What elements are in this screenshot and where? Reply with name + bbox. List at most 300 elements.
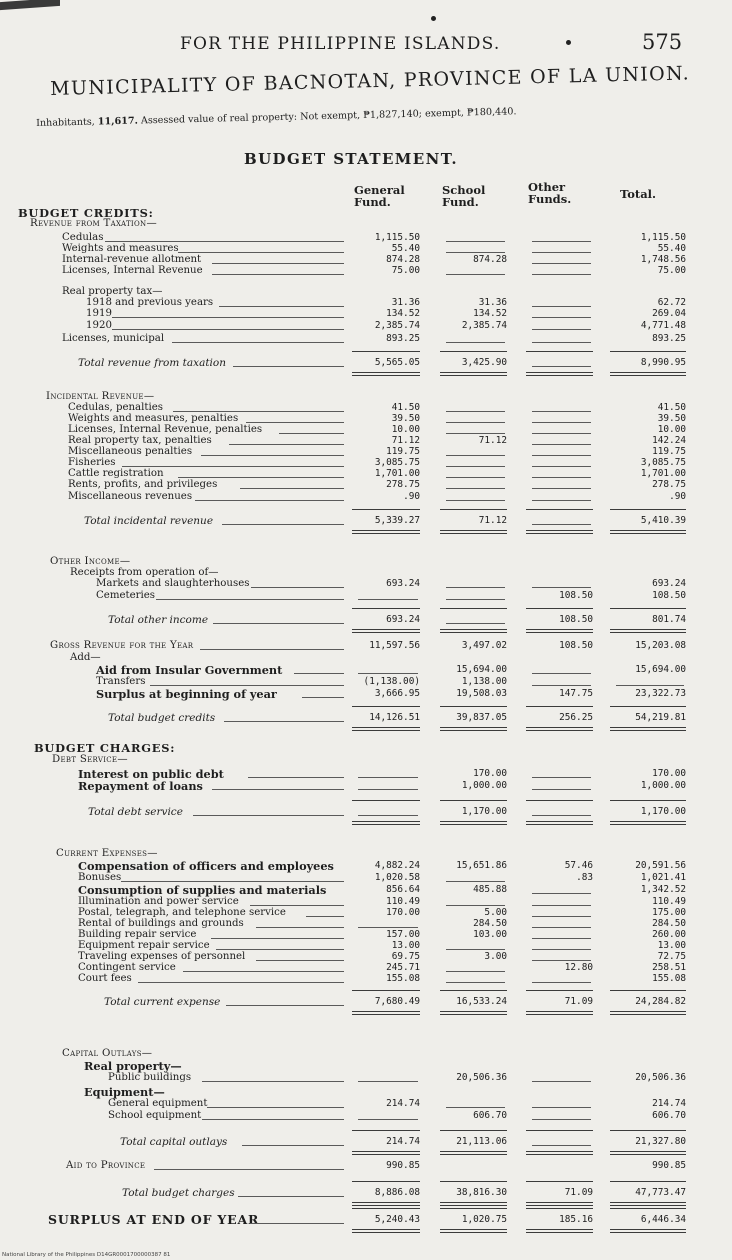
cell-total: 4,771.48: [640, 320, 686, 331]
running-head: FOR THE PHILIPPINE ISLANDS.: [180, 34, 501, 54]
empty-cell-rule: [532, 477, 591, 478]
empty-cell-rule: [532, 587, 591, 588]
total-double-rule: [352, 372, 420, 376]
cell-school: 19,508.03: [456, 688, 507, 699]
sum-rule: [610, 800, 686, 801]
table-row: [0, 308, 732, 320]
row-label: Total incidental revenue: [84, 515, 214, 527]
leader-line: [212, 263, 344, 264]
cell-general: 110.49: [386, 896, 420, 907]
sum-rule: [440, 1181, 507, 1182]
empty-cell-rule: [446, 599, 505, 600]
cell-general: 8,886.08: [374, 1187, 420, 1198]
empty-cell-rule: [532, 949, 591, 950]
leader-line: [200, 649, 344, 650]
empty-cell-rule: [532, 524, 591, 525]
cell-other: 71.09: [564, 996, 593, 1007]
row-label: Compensation of officers and employees: [78, 859, 334, 873]
empty-cell-rule: [532, 455, 591, 456]
empty-cell-rule: [532, 411, 591, 412]
empty-cell-rule: [446, 623, 505, 624]
cell-general: 75.00: [391, 265, 420, 276]
cell-general: 893.25: [386, 333, 420, 344]
cell-total: 15,203.08: [635, 640, 686, 651]
total-double-rule: [526, 821, 593, 825]
sum-rule: [440, 800, 507, 801]
empty-cell-rule: [532, 905, 591, 906]
empty-cell-rule: [532, 789, 591, 790]
table-row: [0, 1110, 732, 1122]
cell-other: 57.46: [564, 860, 593, 871]
cell-total: 3,085.75: [640, 457, 686, 468]
print-speck: [431, 16, 436, 21]
row-label: Contingent service: [78, 962, 176, 973]
cell-total: .90: [669, 491, 686, 502]
cell-total: 214.74: [652, 1098, 686, 1109]
cell-school: 71.12: [478, 515, 507, 526]
row-label: Licenses, municipal: [62, 333, 165, 344]
empty-cell-rule: [446, 488, 505, 489]
total-row: [0, 806, 732, 818]
empty-cell-rule: [446, 274, 505, 275]
empty-cell-rule: [446, 422, 505, 423]
total-double-rule: [610, 530, 686, 534]
cell-total: 5,410.39: [640, 515, 686, 526]
table-row: [0, 884, 732, 896]
empty-cell-rule: [532, 488, 591, 489]
empty-cell-rule: [532, 241, 591, 242]
row-label: Capital Outlays—: [62, 1048, 153, 1059]
cell-other: 71.09: [564, 1187, 593, 1198]
total-double-rule: [440, 629, 507, 633]
empty-cell-rule: [532, 252, 591, 253]
row-label: Traveling expenses of personnel: [78, 951, 246, 962]
total-row: [0, 712, 732, 724]
col-total: Total.: [620, 187, 657, 201]
leader-line: [172, 342, 344, 343]
sum-rule: [526, 509, 593, 510]
leader-line: [211, 938, 344, 939]
sum-rule: [440, 1208, 507, 1209]
empty-cell-rule: [358, 777, 418, 778]
empty-cell-rule: [446, 500, 505, 501]
cell-general: 10.00: [391, 424, 420, 435]
empty-cell-rule: [532, 982, 591, 983]
cell-school: 31.36: [478, 297, 507, 308]
empty-cell-rule: [446, 971, 505, 972]
row-label: Rental of buildings and grounds: [78, 918, 244, 929]
cell-total: 801.74: [652, 614, 686, 625]
row-label: Postal, telegraph, and telephone service: [78, 907, 286, 918]
row-label: BUDGET CREDITS:: [18, 206, 154, 220]
empty-cell-rule: [532, 927, 591, 928]
total-double-rule: [352, 727, 420, 731]
cell-other: 108.50: [559, 640, 593, 651]
row-label: Other Income—: [50, 556, 131, 567]
cell-total: 278.75: [652, 479, 686, 490]
cell-school: 5.00: [484, 907, 507, 918]
cell-total: 15,694.00: [635, 664, 686, 675]
inhabitants-label: Inhabitants,: [36, 116, 95, 129]
empty-cell-rule: [532, 815, 591, 816]
row-label: 1918 and previous years: [86, 297, 214, 308]
cell-general: 11,597.56: [369, 640, 420, 651]
row-label: Aid from Insular Government: [96, 663, 283, 677]
table-row: [0, 1214, 732, 1226]
row-label: General equipment: [108, 1098, 208, 1109]
leader-line: [294, 673, 344, 674]
cell-total: 39.50: [657, 413, 686, 424]
cell-general: 3,666.95: [374, 688, 420, 699]
cell-other: 256.25: [559, 712, 593, 723]
total-double-rule: [526, 1011, 593, 1015]
cell-general: 13.00: [391, 940, 420, 951]
cell-school: 39,837.05: [456, 712, 507, 723]
cell-total: 8,990.95: [640, 357, 686, 368]
total-double-rule: [526, 1151, 593, 1155]
empty-cell-rule: [446, 905, 505, 906]
row-label: Current Expenses—: [56, 848, 158, 859]
total-double-rule: [610, 1151, 686, 1155]
empty-cell-rule: [532, 1081, 591, 1082]
total-double-rule: [610, 821, 686, 825]
cell-general: 119.75: [386, 446, 420, 457]
total-double-rule: [352, 629, 420, 633]
row-label: Total other income: [108, 614, 209, 626]
section-heading: [0, 1160, 732, 1172]
total-double-rule: [352, 1229, 420, 1233]
cell-general: 693.24: [386, 614, 420, 625]
sum-rule: [440, 509, 507, 510]
leader-line: [242, 1145, 344, 1146]
cell-total: 47,773.47: [635, 1187, 686, 1198]
cell-general: (1,138.00): [363, 676, 420, 687]
leader-line: [246, 422, 344, 423]
sum-rule: [440, 351, 507, 352]
cell-general: 69.75: [391, 951, 420, 962]
row-label: Public buildings: [108, 1072, 192, 1083]
total-double-rule: [440, 1151, 507, 1155]
row-label: Fisheries: [68, 457, 116, 468]
row-label: Cemeteries: [96, 590, 156, 601]
table-row: [0, 578, 732, 590]
row-label: Illumination and power service: [78, 896, 239, 907]
footer-credit: National Library of the Philippines D14GR0001700000387 81: [2, 1252, 171, 1258]
table-row: [0, 780, 732, 792]
cell-general: 3,085.75: [374, 457, 420, 468]
empty-cell-rule: [532, 466, 591, 467]
empty-cell-rule: [532, 366, 591, 367]
statement-title: BUDGET STATEMENT.: [244, 150, 458, 168]
empty-cell-rule: [532, 274, 591, 275]
row-label: Real property tax—: [62, 286, 163, 297]
cell-total: 54,219.81: [635, 712, 686, 723]
total-row: [0, 1136, 732, 1148]
row-label: Total budget credits: [108, 712, 216, 724]
leader-line: [195, 500, 344, 501]
leader-line: [193, 815, 344, 816]
empty-cell-rule: [532, 685, 591, 686]
cell-total: 110.49: [652, 896, 686, 907]
row-label: Miscellaneous penalties: [68, 446, 193, 457]
empty-cell-rule: [532, 960, 591, 961]
table-row: [0, 320, 732, 332]
total-double-rule: [440, 1202, 507, 1206]
total-double-rule: [352, 1202, 420, 1206]
leader-line: [229, 444, 344, 445]
section-heading: [0, 742, 732, 754]
leader-line: [226, 1005, 344, 1006]
row-label: Equipment—: [84, 1085, 165, 1099]
sum-rule: [610, 351, 686, 352]
leader-line: [256, 960, 344, 961]
cell-school: 103.00: [473, 929, 507, 940]
leader-line: [306, 916, 344, 917]
total-double-rule: [526, 530, 593, 534]
row-label: Real property tax, penalties: [68, 435, 212, 446]
cell-general: 1,115.50: [374, 232, 420, 243]
row-label: Repayment of loans: [78, 779, 203, 793]
leader-line: [238, 1196, 344, 1197]
leader-line: [213, 623, 344, 624]
cell-general: 14,126.51: [369, 712, 420, 723]
leader-line: [138, 982, 344, 983]
leader-line: [222, 524, 344, 525]
total-double-rule: [352, 1151, 420, 1155]
cell-total: 260.00: [652, 929, 686, 940]
cell-total: 170.00: [652, 768, 686, 779]
empty-cell-rule: [532, 916, 591, 917]
sum-rule: [352, 1208, 420, 1209]
row-label: Rents, profits, and privileges: [68, 479, 218, 490]
cell-total: 693.24: [652, 578, 686, 589]
empty-cell-rule: [532, 1119, 591, 1120]
sum-rule: [352, 351, 420, 352]
empty-cell-rule: [532, 500, 591, 501]
leader-line: [233, 366, 344, 367]
leader-line: [240, 488, 344, 489]
empty-cell-rule: [358, 927, 418, 928]
sum-rule: [352, 800, 420, 801]
empty-cell-rule: [532, 433, 591, 434]
sum-rule: [352, 509, 420, 510]
cell-total: 41.50: [657, 402, 686, 413]
cell-total: 23,322.73: [635, 688, 686, 699]
cell-school: 71.12: [478, 435, 507, 446]
cell-total: 1,701.00: [640, 468, 686, 479]
empty-cell-rule: [532, 317, 591, 318]
total-double-rule: [526, 629, 593, 633]
leader-line: [207, 1107, 344, 1108]
sum-rule: [526, 1130, 593, 1131]
row-label: Gross Revenue for the Year: [50, 640, 194, 651]
total-row: [0, 357, 732, 369]
empty-cell-rule: [358, 789, 418, 790]
empty-cell-rule: [532, 422, 591, 423]
cell-general: 7,680.49: [374, 996, 420, 1007]
leader-line: [248, 777, 344, 778]
table-row: [0, 265, 732, 277]
row-label: Total debt service: [88, 806, 183, 818]
section-heading: [0, 218, 732, 230]
cell-total: 13.00: [657, 940, 686, 951]
cell-general: 874.28: [386, 254, 420, 265]
cell-other: 108.50: [559, 590, 593, 601]
total-row: [0, 515, 732, 527]
leader-line: [121, 881, 344, 882]
cell-school: 15,694.00: [456, 664, 507, 675]
total-double-rule: [440, 530, 507, 534]
empty-cell-rule: [446, 982, 505, 983]
empty-cell-rule: [446, 411, 505, 412]
row-label: Licenses, Internal Revenue: [62, 265, 203, 276]
leader-line: [219, 306, 344, 307]
leader-line: [105, 241, 344, 242]
empty-cell-rule: [446, 1107, 505, 1108]
cell-total: 606.70: [652, 1110, 686, 1121]
cell-general: 856.64: [386, 884, 420, 895]
total-row: [0, 614, 732, 626]
table-row: [0, 664, 732, 676]
leader-line: [201, 455, 344, 456]
row-label: Surplus at beginning of year: [96, 687, 277, 701]
page-number: 575: [642, 30, 683, 54]
sum-rule: [440, 1130, 507, 1131]
cell-general: 2,385.74: [374, 320, 420, 331]
cell-general: 1,020.58: [374, 872, 420, 883]
cell-total: 1,748.56: [640, 254, 686, 265]
leader-line: [122, 466, 344, 467]
sum-rule: [526, 1181, 593, 1182]
cell-total: 1,170.00: [640, 806, 686, 817]
municipality-title: MUNICIPALITY OF BACNOTAN, PROVINCE OF LA UNION.: [50, 62, 691, 100]
cell-school: 20,506.36: [456, 1072, 507, 1083]
leader-line: [224, 721, 344, 722]
cell-school: 1,020.75: [461, 1214, 507, 1225]
inhabitants-line: [36, 106, 517, 129]
leader-line: [251, 587, 344, 588]
leader-line: [183, 971, 344, 972]
row-label: Equipment repair service: [78, 940, 210, 951]
cell-school: 606.70: [473, 1110, 507, 1121]
cell-other: 185.16: [559, 1214, 593, 1225]
empty-cell-rule: [446, 949, 505, 950]
cell-general: 134.52: [386, 308, 420, 319]
col-school-fund: School Fund.: [442, 183, 486, 209]
total-double-rule: [440, 727, 507, 731]
sum-rule: [352, 706, 420, 707]
cell-total: 269.04: [652, 308, 686, 319]
table-row: [0, 1060, 732, 1072]
total-double-rule: [610, 1202, 686, 1206]
cell-total: 1,021.41: [640, 872, 686, 883]
row-label: Cedulas: [62, 232, 104, 243]
section-heading: [0, 754, 732, 766]
total-double-rule: [440, 1229, 507, 1233]
cell-total: 24,284.82: [635, 996, 686, 1007]
cell-total: 6,446.34: [640, 1214, 686, 1225]
empty-cell-rule: [358, 1081, 418, 1082]
cell-other: 12.80: [564, 962, 593, 973]
row-label: Add—: [70, 652, 101, 663]
cell-general: 55.40: [391, 243, 420, 254]
empty-cell-rule: [532, 893, 591, 894]
assessed-value: Assessed value of real property: Not exempt, ₱1,827,140; exempt, ₱180,440.: [140, 106, 517, 127]
cell-other: 108.50: [559, 614, 593, 625]
empty-cell-rule: [532, 1145, 591, 1146]
row-label: Aid to Province: [66, 1160, 146, 1171]
cell-general: 71.12: [391, 435, 420, 446]
row-label: Weights and measures, penalties: [68, 413, 239, 424]
section-heading: [0, 640, 732, 652]
cell-total: 10.00: [657, 424, 686, 435]
cell-general: 278.75: [386, 479, 420, 490]
row-label: Incidental Revenue—: [46, 391, 155, 402]
leader-line: [112, 329, 344, 330]
cell-total: 284.50: [652, 918, 686, 929]
row-label: School equipment: [108, 1110, 202, 1121]
row-label: BUDGET CHARGES:: [34, 741, 176, 755]
row-label: Real property—: [84, 1059, 182, 1073]
leader-line: [256, 927, 344, 928]
cell-total: 990.85: [652, 1160, 686, 1171]
sum-rule: [526, 800, 593, 801]
cell-general: 5,565.05: [374, 357, 420, 368]
row-label: Transfers: [96, 676, 146, 687]
leader-line: [154, 1169, 344, 1170]
total-double-rule: [352, 530, 420, 534]
total-double-rule: [526, 372, 593, 376]
empty-cell-rule: [358, 599, 418, 600]
leader-line: [302, 697, 344, 698]
empty-cell-rule: [532, 263, 591, 264]
cell-general: 41.50: [391, 402, 420, 413]
row-label: Total capital outlays: [120, 1136, 228, 1148]
leader-line: [178, 252, 344, 253]
row-label: Receipts from operation of—: [70, 567, 219, 578]
empty-cell-rule: [358, 1119, 418, 1120]
sum-rule: [610, 1130, 686, 1131]
row-label: 1919: [86, 308, 112, 319]
table-row: [0, 1072, 732, 1084]
row-label: Markets and slaughterhouses: [96, 578, 250, 589]
row-label: Weights and measures: [62, 243, 179, 254]
cell-total: 1,342.52: [640, 884, 686, 895]
col-other-funds: Other Funds.: [528, 180, 572, 206]
table-row: [0, 1086, 732, 1098]
leader-line: [173, 411, 344, 412]
sum-rule: [440, 706, 507, 707]
empty-cell-rule: [532, 342, 591, 343]
cell-total: 75.00: [657, 265, 686, 276]
cell-general: 39.50: [391, 413, 420, 424]
cell-school: 170.00: [473, 768, 507, 779]
cell-school: 2,385.74: [461, 320, 507, 331]
cell-general: 1,701.00: [374, 468, 420, 479]
cell-total: 108.50: [652, 590, 686, 601]
total-row: [0, 1187, 732, 1199]
cell-school: 16,533.24: [456, 996, 507, 1007]
cell-general: 31.36: [391, 297, 420, 308]
empty-cell-rule: [446, 466, 505, 467]
empty-cell-rule: [446, 342, 505, 343]
cell-total: 21,327.80: [635, 1136, 686, 1147]
empty-cell-rule: [446, 587, 505, 588]
total-double-rule: [610, 1229, 686, 1233]
row-label: Court fees: [78, 973, 132, 984]
empty-cell-rule: [616, 685, 684, 686]
sum-rule: [610, 1208, 686, 1209]
